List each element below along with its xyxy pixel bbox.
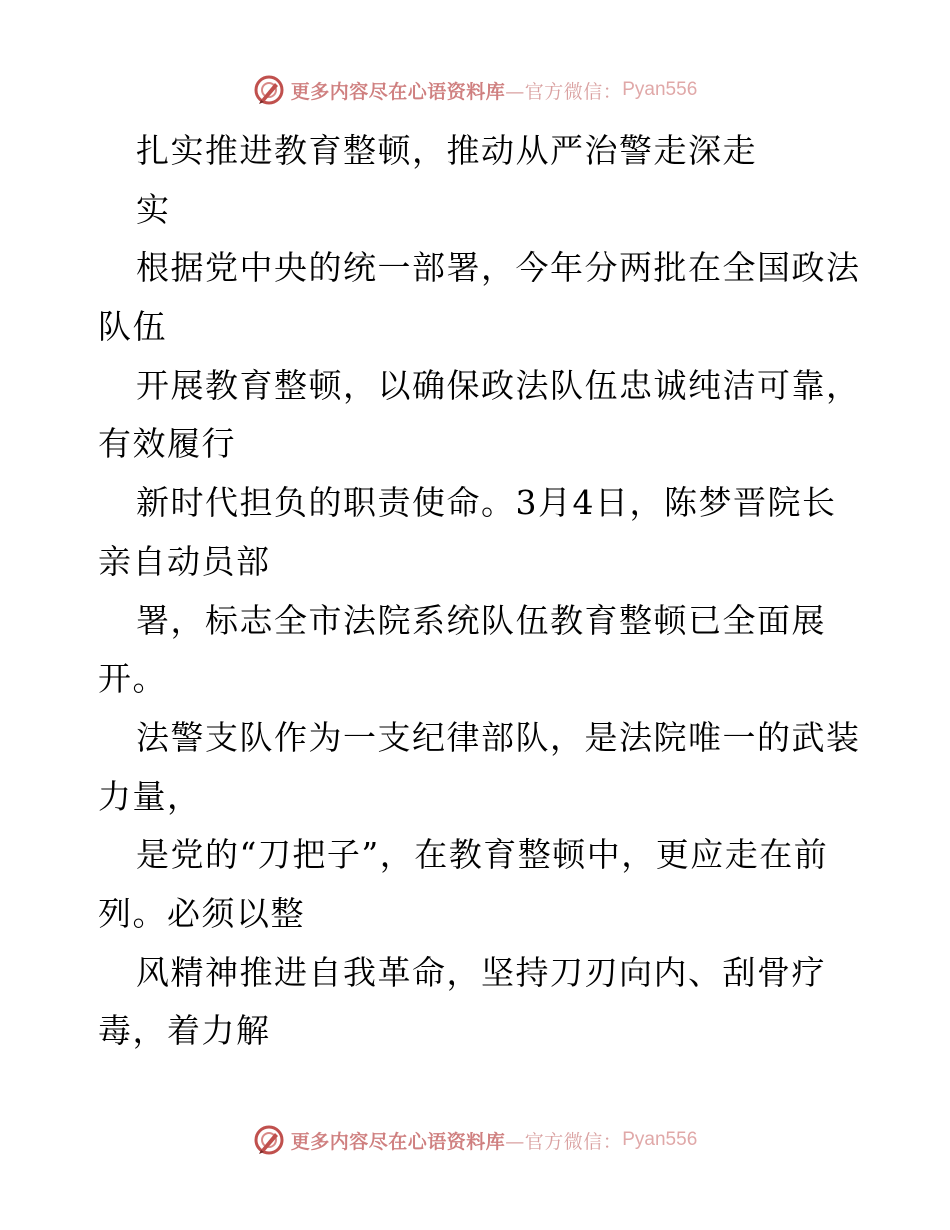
red-circle-pen-logo-icon: [253, 1124, 285, 1156]
paragraph-line: 是党的“刀把子”，在教育整顿中，更应走在前: [136, 835, 829, 875]
paragraph-line: 开。: [98, 659, 167, 699]
paragraph-line: 法警支队作为一支纪律部队，是法院唯一的武装: [136, 717, 861, 757]
paragraph-line: 有效履行: [98, 424, 236, 464]
header-watermark-banner: [0, 70, 950, 110]
paragraph-line: 力量，: [98, 776, 202, 816]
banner-official-text: 官方微信：: [524, 1130, 623, 1153]
paragraph-line: 列。必须以整: [98, 893, 305, 933]
paragraph-line: 风精神推进自我革命，坚持刀刃向内、刮骨疗: [136, 952, 826, 992]
banner-handle: Pyan556: [622, 79, 698, 100]
banner-site-text: 更多内容尽在心语资料库: [290, 1130, 506, 1153]
red-circle-pen-logo-icon: [253, 74, 285, 106]
banner-handle: Pyan556: [622, 1129, 698, 1150]
banner-dash: —: [505, 80, 525, 103]
paragraph-line: 毒，着力解: [98, 1011, 271, 1051]
paragraph-line: 新时代担负的职责使命。3月4日，陈梦晋院长: [136, 483, 837, 523]
footer-watermark-banner: [0, 1120, 950, 1160]
document-body: [98, 122, 861, 1061]
paragraph-line: 队伍: [98, 307, 167, 347]
paragraph-line: 署，标志全市法院系统队伍教育整顿已全面展: [136, 600, 826, 640]
banner-official-text: 官方微信：: [524, 80, 623, 103]
document-title-line: 实: [136, 189, 171, 229]
paragraph-line: 开展教育整顿，以确保政法队伍忠诚纯洁可靠，: [136, 365, 861, 405]
banner-site-text: 更多内容尽在心语资料库: [290, 80, 506, 103]
paragraph-line: 亲自动员部: [98, 541, 271, 581]
document-title-line: 扎实推进教育整顿，推动从严治警走深走: [136, 131, 757, 170]
paragraph-line: 根据党中央的统一部署，今年分两批在全国政法: [136, 248, 861, 288]
banner-dash: —: [505, 1130, 525, 1153]
